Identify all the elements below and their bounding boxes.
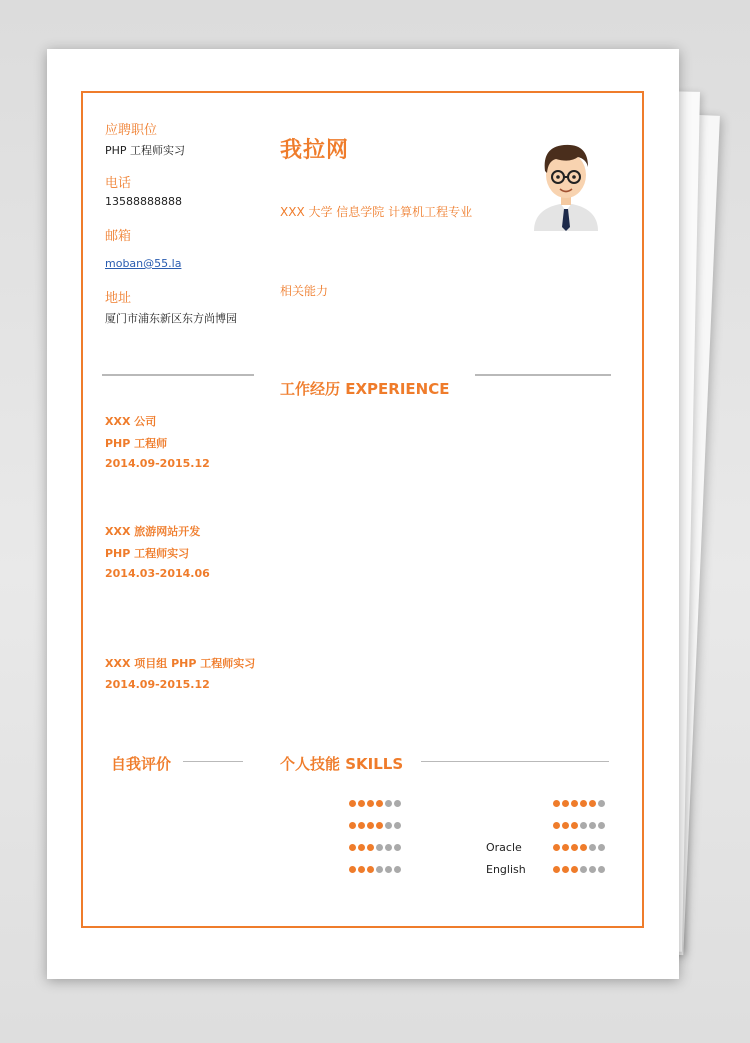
self-eval-rule bbox=[183, 761, 243, 762]
rating-dot-filled bbox=[349, 844, 356, 851]
rating-dot-empty bbox=[394, 800, 401, 807]
rating-dot-filled bbox=[580, 800, 587, 807]
rating-dot-empty bbox=[394, 866, 401, 873]
rating-dot-empty bbox=[580, 822, 587, 829]
rating-dot-filled bbox=[562, 800, 569, 807]
rating-dot-filled bbox=[376, 822, 383, 829]
rating-dot-filled bbox=[562, 822, 569, 829]
rating-dot-filled bbox=[571, 866, 578, 873]
skill-rating bbox=[553, 822, 605, 829]
rating-dot-filled bbox=[349, 800, 356, 807]
rating-dot-empty bbox=[385, 800, 392, 807]
rating-dot-filled bbox=[349, 822, 356, 829]
rating-dot-filled bbox=[367, 822, 374, 829]
experience-rule-right bbox=[475, 374, 611, 376]
rating-dot-filled bbox=[367, 844, 374, 851]
experience-rule-left bbox=[102, 374, 254, 376]
position-value: PHP 工程师实习 bbox=[105, 144, 186, 157]
exp2-dates: 2014.03-2014.06 bbox=[105, 567, 210, 580]
education-line: XXX 大学 信息学院 计算机工程专业 bbox=[280, 205, 473, 219]
skill-rating bbox=[349, 822, 401, 829]
skill-rating bbox=[553, 800, 605, 807]
rating-dot-filled bbox=[349, 866, 356, 873]
rating-dot-filled bbox=[571, 844, 578, 851]
rating-dot-empty bbox=[394, 822, 401, 829]
rating-dot-empty bbox=[385, 844, 392, 851]
skill-rating bbox=[349, 800, 401, 807]
rating-dot-filled bbox=[553, 822, 560, 829]
rating-dot-empty bbox=[376, 844, 383, 851]
rating-dot-filled bbox=[562, 844, 569, 851]
skill-rating bbox=[349, 844, 401, 851]
rating-dot-empty bbox=[598, 844, 605, 851]
rating-dot-filled bbox=[571, 822, 578, 829]
rating-dot-filled bbox=[553, 844, 560, 851]
rating-dot-filled bbox=[358, 822, 365, 829]
skill-rating bbox=[553, 866, 605, 873]
applicant-name: 我拉网 bbox=[280, 138, 350, 163]
rating-dot-filled bbox=[376, 800, 383, 807]
rating-dot-empty bbox=[376, 866, 383, 873]
phone-value: 13588888888 bbox=[105, 195, 182, 208]
rating-dot-empty bbox=[598, 866, 605, 873]
address-label: 地址 bbox=[105, 291, 132, 306]
rating-dot-filled bbox=[358, 800, 365, 807]
cartoon-person-icon bbox=[530, 137, 602, 231]
rating-dot-filled bbox=[358, 866, 365, 873]
skill-name: Oracle bbox=[486, 841, 522, 854]
rating-dot-filled bbox=[553, 866, 560, 873]
exp2-role: PHP 工程师实习 bbox=[105, 547, 190, 560]
skills-title: 个人技能 SKILLS bbox=[280, 755, 404, 773]
rating-dot-empty bbox=[589, 844, 596, 851]
exp1-role: PHP 工程师 bbox=[105, 437, 168, 450]
skill-name: English bbox=[486, 863, 526, 876]
rating-dot-filled bbox=[562, 866, 569, 873]
rating-dot-empty bbox=[598, 822, 605, 829]
exp2-company: XXX 旅游网站开发 bbox=[105, 525, 201, 538]
exp3-dates: 2014.09-2015.12 bbox=[105, 678, 210, 691]
rating-dot-filled bbox=[580, 844, 587, 851]
exp3-company: XXX 项目组 PHP 工程师实习 bbox=[105, 657, 256, 670]
rating-dot-filled bbox=[553, 800, 560, 807]
position-label: 应聘职位 bbox=[105, 123, 158, 138]
rating-dot-filled bbox=[367, 866, 374, 873]
rating-dot-filled bbox=[589, 800, 596, 807]
rating-dot-empty bbox=[598, 800, 605, 807]
avatar bbox=[530, 137, 602, 231]
rating-dot-filled bbox=[571, 800, 578, 807]
experience-title: 工作经历 EXPERIENCE bbox=[280, 380, 450, 398]
skill-rating bbox=[349, 866, 401, 873]
email-label: 邮箱 bbox=[105, 229, 132, 244]
skill-rating bbox=[553, 844, 605, 851]
skills-rule bbox=[421, 761, 609, 762]
exp1-company: XXX 公司 bbox=[105, 415, 157, 428]
rating-dot-empty bbox=[589, 822, 596, 829]
exp1-dates: 2014.09-2015.12 bbox=[105, 457, 210, 470]
resume-page bbox=[47, 49, 679, 979]
rating-dot-filled bbox=[358, 844, 365, 851]
rating-dot-empty bbox=[589, 866, 596, 873]
address-value: 厦门市浦东新区东方尚博园 bbox=[105, 312, 237, 325]
phone-label: 电话 bbox=[105, 176, 132, 191]
rating-dot-empty bbox=[385, 866, 392, 873]
self-eval-title: 自我评价 bbox=[111, 755, 172, 773]
rating-dot-empty bbox=[580, 866, 587, 873]
rating-dot-empty bbox=[394, 844, 401, 851]
ability-label: 相关能力 bbox=[280, 284, 329, 298]
rating-dot-filled bbox=[367, 800, 374, 807]
rating-dot-empty bbox=[385, 822, 392, 829]
email-link[interactable]: moban@55.la bbox=[105, 257, 182, 270]
